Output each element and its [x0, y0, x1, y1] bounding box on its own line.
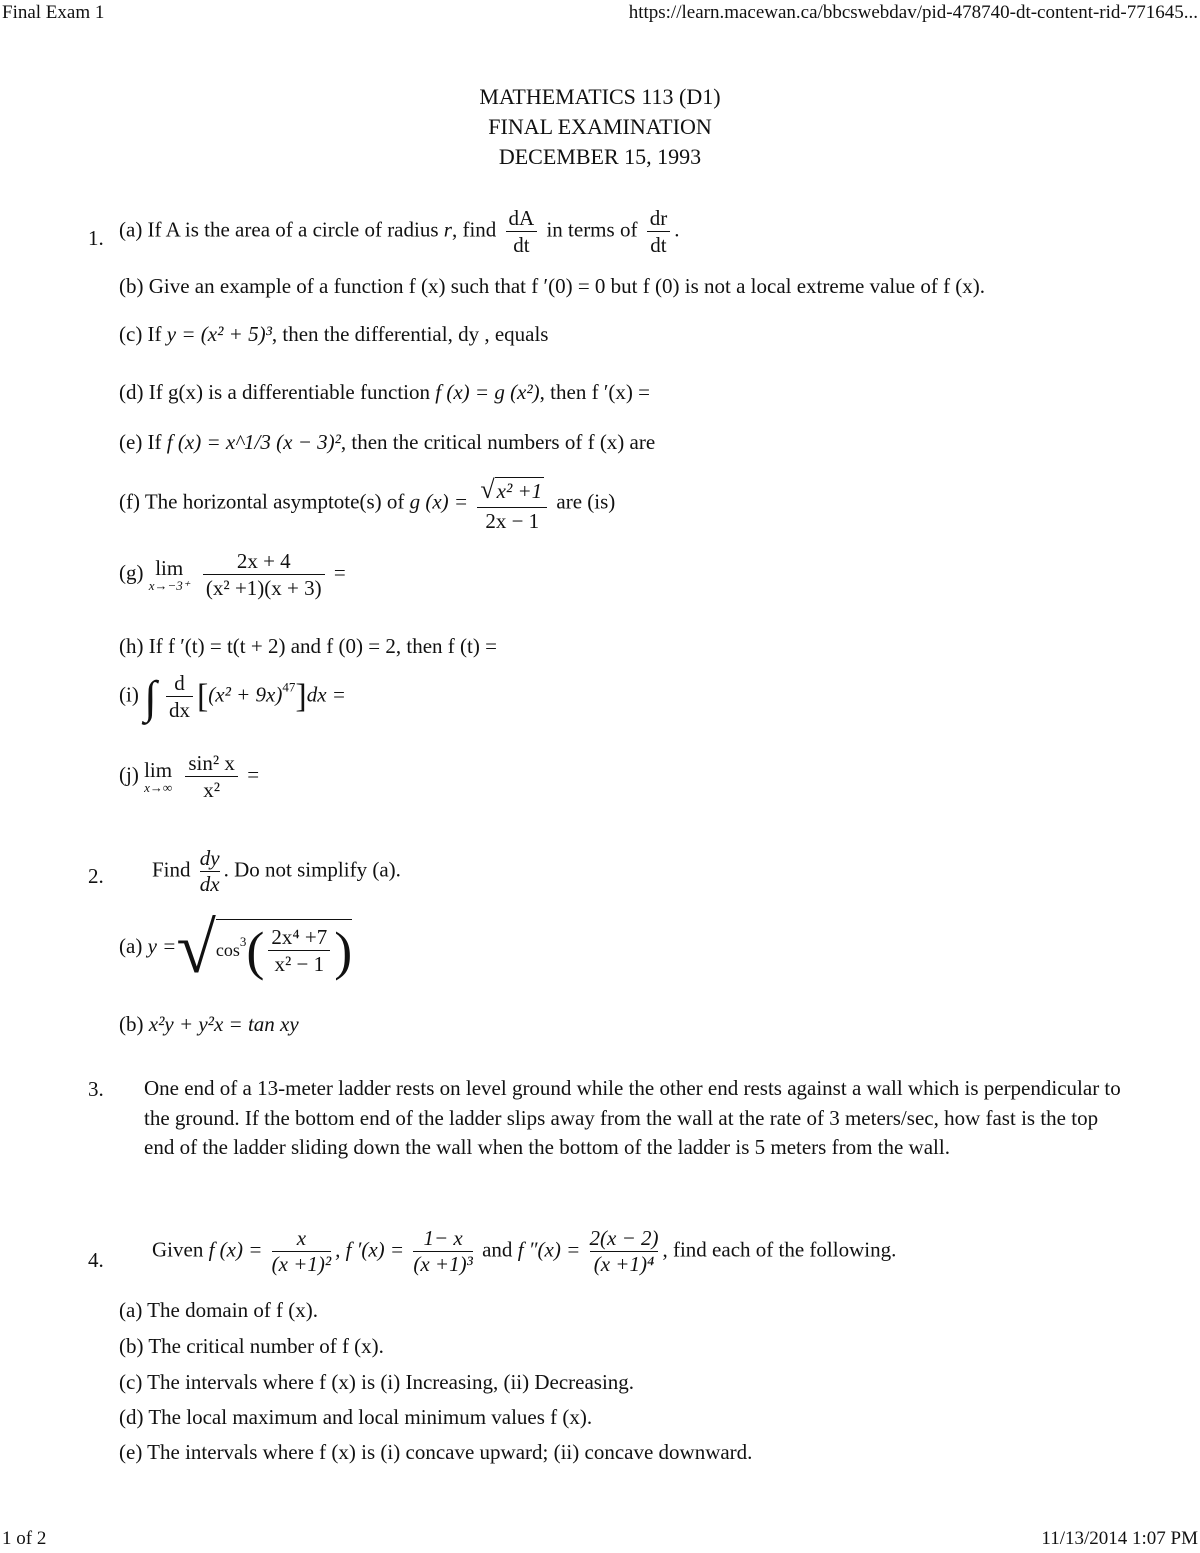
- page-count: 1 of 2: [2, 1528, 47, 1549]
- q2a-frac: [268, 924, 330, 978]
- right-bracket-icon: ]: [295, 677, 307, 715]
- q1f-frac: [477, 474, 547, 534]
- q1j-label: (j): [119, 762, 139, 787]
- q1f-num: x² +1: [496, 479, 543, 503]
- q1f-lhs: g (x) =: [409, 489, 469, 514]
- q4-given: Given: [152, 1237, 209, 1262]
- q1c-post: , then the differential, dy , equals: [271, 322, 549, 346]
- q1e-post: , then the critical numbers of f (x) are: [340, 430, 656, 454]
- q1g-lim-text: lim: [155, 555, 184, 580]
- q2a-radicand: [215, 919, 353, 981]
- q4-f-num: x: [296, 1226, 307, 1250]
- q4-fpp-num: 2(x − 2): [589, 1226, 659, 1250]
- q1j-limit: [144, 759, 172, 795]
- q4-fp-num: 1− x: [423, 1226, 463, 1250]
- q1a: [119, 205, 679, 259]
- q2a-cos: cos: [215, 939, 240, 960]
- q1i: [119, 670, 346, 724]
- q1a-r: r: [443, 217, 452, 242]
- q1e-math: f (x) = x^1/3 (x − 3)²: [166, 430, 341, 454]
- q1a-end: .: [674, 217, 680, 242]
- sqrt-icon: √: [480, 475, 495, 504]
- q2-number: 2.: [88, 864, 104, 888]
- q2-prompt: [152, 846, 401, 897]
- q1g-frac: [203, 548, 325, 602]
- q1f-text: (f) The horizontal asymptote(s) of: [119, 489, 410, 514]
- q1c: [119, 322, 548, 347]
- q1i-label: (i): [119, 682, 139, 707]
- exam-date: DECEMBER 15, 1993: [498, 144, 702, 169]
- q1d-post: , then f ′(x) =: [539, 380, 650, 404]
- q4-fp-den: (x +1)³: [413, 1252, 473, 1276]
- q1b: (b) Give an example of a function f (x) such that f ′(0) = 0 but f (0) is not a local extreme value of f (x).: [119, 274, 986, 298]
- page-title: Final Exam 1: [2, 2, 105, 23]
- q1j-lim-sub: x→∞: [144, 779, 173, 795]
- q1h: (h) If f ′(t) = t(t + 2) and f (0) = 2, then f (t) =: [119, 634, 497, 658]
- page-url: https://learn.macewan.ca/bbcswebdav/pid-478740-dt-content-rid-771645...: [628, 2, 1198, 23]
- left-bracket-icon: [: [196, 677, 209, 715]
- q4c: (c) The intervals where f (x) is (i) Increasing, (ii) Decreasing.: [119, 1370, 635, 1394]
- q4-prompt: [152, 1226, 896, 1277]
- q1g-limit: [149, 557, 190, 593]
- print-timestamp: 11/13/2014 1:07 PM: [1041, 1528, 1198, 1549]
- q1g-lim-sub: x→−3⁺: [148, 577, 190, 593]
- q2b-math: x²y + y²x = tan xy: [148, 1012, 299, 1036]
- q2-num: dy: [199, 846, 220, 870]
- q3-number: 3.: [88, 1077, 104, 1101]
- q1d: [119, 380, 650, 405]
- q3-text: One end of a 13-meter ladder rests on level ground while the other end rests against a wall which is perpendicular to the ground. If the bottom end of the ladder slips away from the wall at the rate of 3 meters/sec, how fast is the top end of the ladder sliding down the wall when the bottom of the ladder is 5 meters from the wall.: [144, 1076, 1121, 1159]
- q1j-frac: [185, 750, 238, 804]
- q1f: [119, 474, 615, 534]
- q4-fp-lhs: , f ′(x) =: [335, 1237, 405, 1262]
- q1i-post: dx =: [306, 682, 346, 707]
- q1c-math: y = (x² + 5)³: [166, 322, 272, 346]
- q4d: (d) The local maximum and local minimum values f (x).: [119, 1405, 593, 1429]
- q4-fpp-den: (x +1)⁴: [590, 1251, 659, 1277]
- exam-type: FINAL EXAMINATION: [488, 114, 712, 139]
- q1a-find: , find: [451, 217, 502, 242]
- q1d-math: f (x) = g (x²): [435, 380, 540, 404]
- q1i-ddx: [166, 670, 193, 724]
- q1g-den: (x² +1)(x + 3): [203, 574, 325, 601]
- q2a-num: 2x⁴ +7: [271, 924, 328, 949]
- q2a-label: (a): [119, 933, 143, 958]
- q1j: [119, 750, 259, 804]
- q4-f-lhs: f (x) =: [208, 1237, 263, 1262]
- q4-f-den: (x +1)²: [271, 1252, 332, 1276]
- q2a-cos-exp: 3: [239, 933, 247, 949]
- q2-frac: [200, 846, 220, 897]
- q1a-text: (a) If A is the area of a circle of radius: [119, 217, 444, 242]
- q1e-text: (e) If: [119, 430, 167, 454]
- q1-number: 1.: [88, 226, 104, 250]
- q1a-frac2-num: dr: [649, 206, 668, 230]
- q1j-post: =: [241, 762, 260, 787]
- q1i-dx: dx: [166, 696, 193, 723]
- q2b-label: (b): [119, 1012, 144, 1036]
- q1a-frac2-den: dt: [647, 231, 671, 258]
- q1f-num-wrap: [477, 474, 547, 507]
- q1a-frac-dA-dt: [506, 205, 538, 259]
- q2b: [119, 1012, 299, 1037]
- right-paren-icon: ): [334, 920, 353, 981]
- q2a-lhs: y =: [147, 933, 177, 958]
- q2-find: Find: [152, 857, 196, 882]
- q1g-label: (g): [119, 560, 144, 585]
- q2-den: dx: [199, 872, 220, 896]
- q4-and: and: [482, 1237, 518, 1262]
- q4-post: , find each of the following.: [662, 1237, 897, 1262]
- q1i-d: d: [174, 671, 185, 695]
- big-sqrt-icon: √: [176, 908, 216, 988]
- q1i-inner: (x² + 9x): [208, 682, 283, 707]
- q1f-post: are (is): [556, 489, 616, 514]
- q4-number: 4.: [88, 1248, 104, 1272]
- q1g-post: =: [328, 560, 346, 585]
- q1i-exp: 47: [282, 679, 296, 695]
- q1j-den: x²: [185, 776, 238, 803]
- q4-fpp-frac: [590, 1226, 659, 1277]
- q1j-lim-text: lim: [144, 757, 173, 782]
- q4a: (a) The domain of f (x).: [119, 1298, 319, 1322]
- q4e: (e) The intervals where f (x) is (i) concave upward; (ii) concave downward.: [119, 1440, 753, 1464]
- q4-fpp-lhs: f ″(x) =: [517, 1237, 581, 1262]
- integral-icon: ∫: [144, 671, 157, 723]
- q1f-den: 2x − 1: [477, 507, 547, 534]
- q1d-text: (d) If g(x) is a differentiable function: [119, 380, 436, 404]
- q1g: [119, 548, 346, 602]
- q1c-text: (c) If: [119, 322, 167, 346]
- q2-post: . Do not simplify (a).: [223, 857, 401, 882]
- q1g-num: 2x + 4: [236, 549, 291, 573]
- q4-f-frac: [272, 1226, 332, 1277]
- q4b: (b) The critical number of f (x).: [119, 1334, 384, 1358]
- q1a-terms: in terms of: [546, 217, 643, 242]
- q2a: [119, 908, 353, 988]
- exam-course: MATHEMATICS 113 (D1): [479, 84, 721, 109]
- left-paren-icon: (: [246, 920, 265, 981]
- q1j-num: sin² x: [188, 751, 235, 775]
- q1a-frac1-den: dt: [506, 231, 538, 258]
- q1a-frac1-num: dA: [508, 206, 535, 230]
- q4-fp-frac: [413, 1226, 473, 1277]
- q1a-frac-dr-dt: [647, 205, 671, 259]
- q2a-den: x² − 1: [268, 950, 330, 977]
- q1e: [119, 430, 655, 455]
